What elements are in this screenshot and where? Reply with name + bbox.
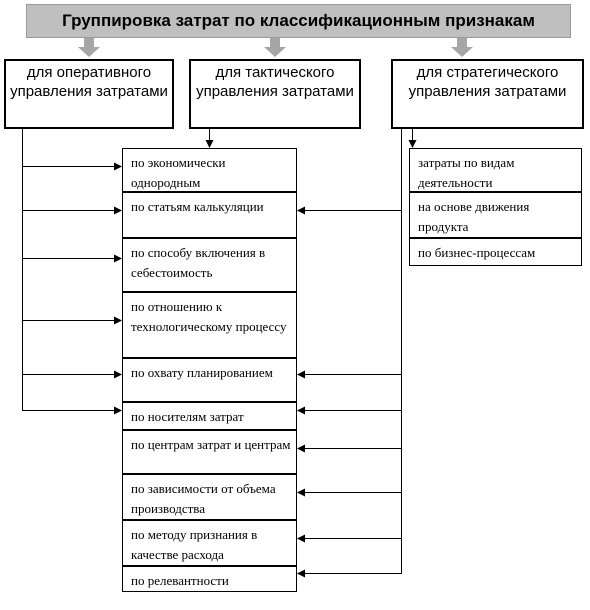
title-arrow-right bbox=[451, 38, 473, 57]
right-item-1: затраты по видам деятельности bbox=[409, 148, 582, 192]
middle-item-3: по способу включения в себестоимость bbox=[122, 238, 297, 292]
middle-item-10: по релевантности bbox=[122, 566, 297, 592]
header-tactical: для тактического управления затратами bbox=[189, 59, 361, 129]
title-arrow-center bbox=[264, 38, 286, 57]
middle-item-1: по экономически однородным bbox=[122, 148, 297, 192]
right-item-3: по бизнес-процессам bbox=[409, 238, 582, 266]
middle-item-9: по методу признания в качестве расхода bbox=[122, 520, 297, 566]
middle-item-6: по носителям затрат bbox=[122, 402, 297, 430]
middle-item-5: по охвату планированием bbox=[122, 358, 297, 402]
header-strategic: для стратегического управления затратами bbox=[391, 59, 584, 129]
right-item-2: на основе движения продукта bbox=[409, 192, 582, 238]
middle-item-4: по отношению к технологическому процессу bbox=[122, 292, 297, 358]
middle-item-8: по зависимости от объема производства bbox=[122, 474, 297, 520]
diagram-title: Группировка затрат по классификационным признакам bbox=[26, 4, 571, 38]
middle-item-7: по центрам затрат и центрам bbox=[122, 430, 297, 474]
middle-item-2: по статьям калькуляции bbox=[122, 192, 297, 238]
title-arrow-left bbox=[78, 38, 100, 57]
header-operational: для оперативного управления затратами bbox=[4, 59, 174, 129]
